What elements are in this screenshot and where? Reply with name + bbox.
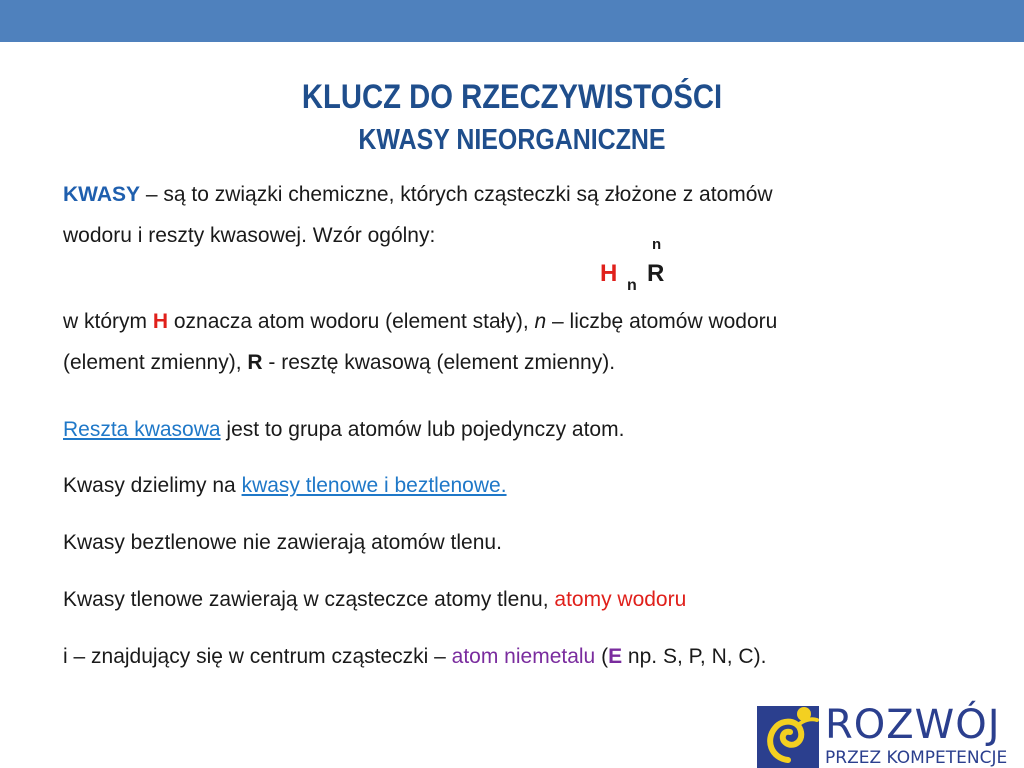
symbol-n: n bbox=[534, 310, 547, 333]
symbol-e: E bbox=[608, 645, 623, 668]
formula-r: R bbox=[647, 260, 665, 287]
reszta-kwasowa-link[interactable]: Reszta kwasowa bbox=[63, 418, 221, 441]
formula-superscript-n: n bbox=[652, 236, 662, 253]
explanation-text: – liczbę atomów wodoru bbox=[546, 310, 778, 333]
division-line bbox=[63, 474, 507, 498]
slide-subtitle: KWASY NIEORGANICZNE bbox=[358, 124, 666, 156]
tlenowe-line bbox=[63, 588, 686, 612]
center-text: i – znajdujący się w centrum cząsteczki – bbox=[63, 645, 452, 668]
tlenowe-text: Kwasy tlenowe zawierają w cząsteczce atomy tlenu, bbox=[63, 588, 555, 611]
atomy-wodoru-highlight: atomy wodoru bbox=[554, 588, 687, 611]
definition-line-1 bbox=[63, 183, 773, 207]
explanation-line-2 bbox=[63, 351, 615, 375]
explanation-text: (element zmienny), bbox=[63, 351, 248, 374]
rozwoj-logo bbox=[757, 700, 1024, 768]
kwasy-tlenowe-link[interactable]: kwasy tlenowe i beztlenowe. bbox=[241, 474, 507, 497]
slide-title: KLUCZ DO RZECZYWISTOŚCI bbox=[301, 78, 723, 116]
atom-niemetalu-highlight: atom niemetalu bbox=[451, 645, 596, 668]
term-kwasy: KWASY bbox=[63, 183, 141, 206]
definition-text: – są to związki chemiczne, których cząsteczki są złożone z atomów bbox=[140, 183, 773, 206]
symbol-h: H bbox=[152, 310, 169, 333]
reszta-line bbox=[63, 418, 624, 442]
logo-emblem-icon bbox=[757, 700, 821, 768]
explanation-text: oznacza atom wodoru (element stały), bbox=[168, 310, 535, 333]
explanation-line-1 bbox=[63, 310, 777, 334]
center-line bbox=[63, 645, 766, 669]
top-accent-bar bbox=[0, 0, 1024, 42]
center-text: np. S, P, N, C). bbox=[622, 645, 767, 668]
symbol-r: R bbox=[247, 351, 263, 374]
formula-subscript-n: n bbox=[627, 277, 637, 294]
logo-text-rozwoj: ROZWÓJ bbox=[825, 702, 1001, 748]
beztlenowe-line: Kwasy beztlenowe nie zawierają atomów tlenu. bbox=[63, 531, 502, 554]
logo-text-kompetencje: PRZEZ KOMPETENCJE bbox=[825, 748, 1008, 768]
formula-h: H bbox=[600, 260, 618, 287]
explanation-text: - resztę kwasową (element zmienny). bbox=[262, 351, 616, 374]
reszta-text: jest to grupa atomów lub pojedynczy atom. bbox=[220, 418, 625, 441]
division-text: Kwasy dzielimy na bbox=[63, 474, 242, 497]
definition-line-2: wodoru i reszty kwasowej. Wzór ogólny: bbox=[63, 224, 436, 247]
explanation-text: w którym bbox=[63, 310, 153, 333]
center-text: ( bbox=[595, 645, 609, 668]
